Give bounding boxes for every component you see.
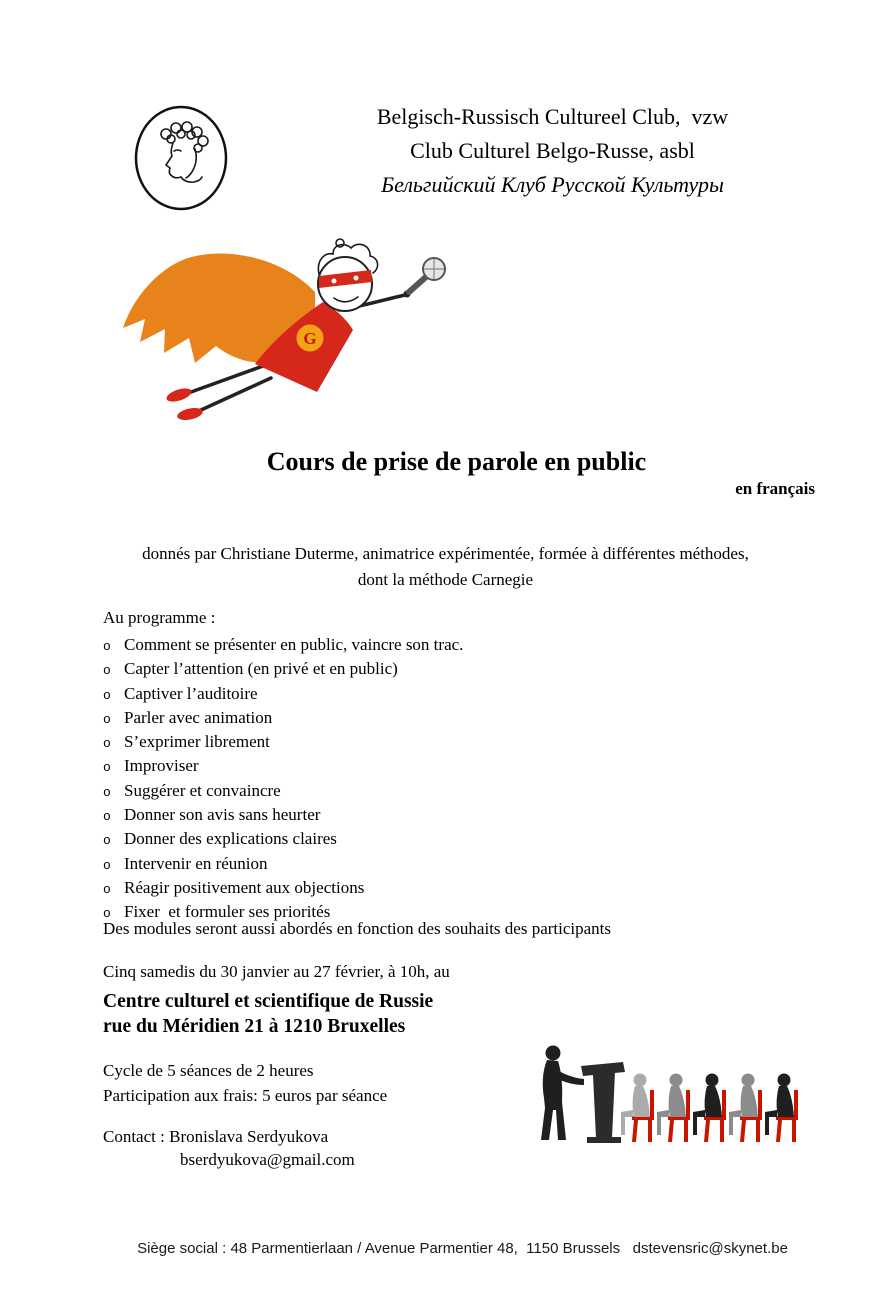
pushkin-portrait-icon xyxy=(133,103,230,213)
list-bullet: o xyxy=(103,784,111,800)
page-title: Cours de prise de parole en public xyxy=(266,447,647,476)
program-item-text: Capter l’attention (en privé et en public) xyxy=(124,659,398,679)
program-item-text: Comment se présenter en public, vaincre son trac. xyxy=(124,635,464,654)
audience-member xyxy=(765,1074,798,1143)
club-header xyxy=(280,100,825,202)
hair-curl xyxy=(336,239,344,247)
program-list-item xyxy=(103,707,463,731)
course-details xyxy=(103,1058,387,1108)
list-bullet: o xyxy=(103,857,111,873)
language-note: en français xyxy=(735,479,815,498)
program-item-text: Improviser xyxy=(124,756,199,776)
program-item-text: Suggérer et convaincre xyxy=(124,780,281,800)
intro-text xyxy=(0,541,891,593)
program-item-text: Donner son avis sans heurter xyxy=(124,805,321,825)
list-bullet: o xyxy=(103,663,111,679)
fee-info: Participation aux frais: 5 euros par séance xyxy=(103,1086,388,1105)
club-name-russian: Бельгийский Клуб Русской Культуры xyxy=(381,172,724,197)
footer-address: Siège social : 48 Parmentierlaan / Avenue Parmentier 48, 1150 Brussels dstevensric@skynet.be xyxy=(137,1240,788,1257)
program-list-item xyxy=(103,658,463,682)
program-list-item xyxy=(103,634,463,658)
chest-emblem-icon xyxy=(295,323,325,353)
schedule-dates: Cinq samedis du 30 janvier au 27 février, à 10h, au xyxy=(103,962,450,981)
program-list-item xyxy=(103,828,463,852)
emblem-letter: G xyxy=(303,329,317,348)
program-list-item xyxy=(103,853,463,877)
shoe-icon xyxy=(165,386,193,404)
podium-icon xyxy=(581,1062,625,1143)
program-list-item xyxy=(103,683,463,707)
microphone-icon xyxy=(409,258,445,292)
list-bullet: o xyxy=(103,809,111,825)
list-bullet: o xyxy=(103,711,111,727)
contact-email: bserdyukova@gmail.com xyxy=(180,1150,355,1169)
audience-illustration xyxy=(527,1040,807,1152)
program-item-text: S’exprimer librement xyxy=(124,732,270,752)
list-bullet: o xyxy=(103,833,111,849)
list-bullet: o xyxy=(103,687,111,703)
schedule-block xyxy=(103,962,450,1039)
superhero-speaker-icon xyxy=(113,226,453,441)
contact-name: Contact : Bronislava Serdyukova xyxy=(103,1127,329,1146)
program-item-text: Parler avec animation xyxy=(124,707,273,727)
program-item-text: Donner des explications claires xyxy=(124,829,337,849)
pushkin-profile xyxy=(166,143,202,182)
list-bullet: o xyxy=(103,906,111,922)
audience-member xyxy=(621,1074,654,1143)
club-name-french: Club Culturel Belgo-Russe, asbl xyxy=(410,138,695,163)
cycle-info: Cycle de 5 séances de 2 heures xyxy=(103,1061,314,1080)
audience-member xyxy=(657,1074,690,1143)
program-list-item xyxy=(103,804,463,828)
program-list-item xyxy=(103,877,463,901)
program-list xyxy=(103,634,463,926)
program-item-text: Fixer et formuler ses priorités xyxy=(124,902,331,922)
program-item-text: Captiver l’auditoire xyxy=(124,683,258,703)
shoe-icon xyxy=(176,406,204,422)
venue-address: rue du Méridien 21 à 1210 Bruxelles xyxy=(103,1016,406,1037)
program-heading: Au programme : xyxy=(103,608,216,627)
audience-member xyxy=(693,1074,726,1143)
audience-member xyxy=(729,1074,762,1143)
program-list-item xyxy=(103,731,463,755)
speaker-silhouette xyxy=(541,1046,584,1141)
club-name-dutch: Belgisch-Russisch Cultureel Club, vzw xyxy=(376,104,729,129)
pushkin-hair xyxy=(161,122,208,152)
list-bullet: o xyxy=(103,639,111,654)
speaker-audience-icon xyxy=(527,1040,807,1152)
list-bullet: o xyxy=(103,736,111,752)
modules-note: Des modules seront aussi abordés en fonction des souhaits des participants xyxy=(103,919,612,938)
venue-name: Centre culturel et scientifique de Russie xyxy=(103,991,434,1012)
superhero-illustration xyxy=(113,226,453,441)
intro-line-1: donnés par Christiane Duterme, animatrice expérimentée, formée à différentes méthodes, xyxy=(142,544,749,563)
club-logo xyxy=(133,103,230,213)
list-bullet: o xyxy=(103,881,111,897)
intro-line-2: dont la méthode Carnegie xyxy=(357,570,534,589)
program-item-text: Réagir positivement aux objections xyxy=(124,877,365,897)
program-list-item xyxy=(103,755,463,779)
program-list-item xyxy=(103,780,463,804)
program-item-text: Intervenir en réunion xyxy=(124,853,268,873)
contact-block xyxy=(103,1125,355,1171)
list-bullet: o xyxy=(103,760,111,776)
